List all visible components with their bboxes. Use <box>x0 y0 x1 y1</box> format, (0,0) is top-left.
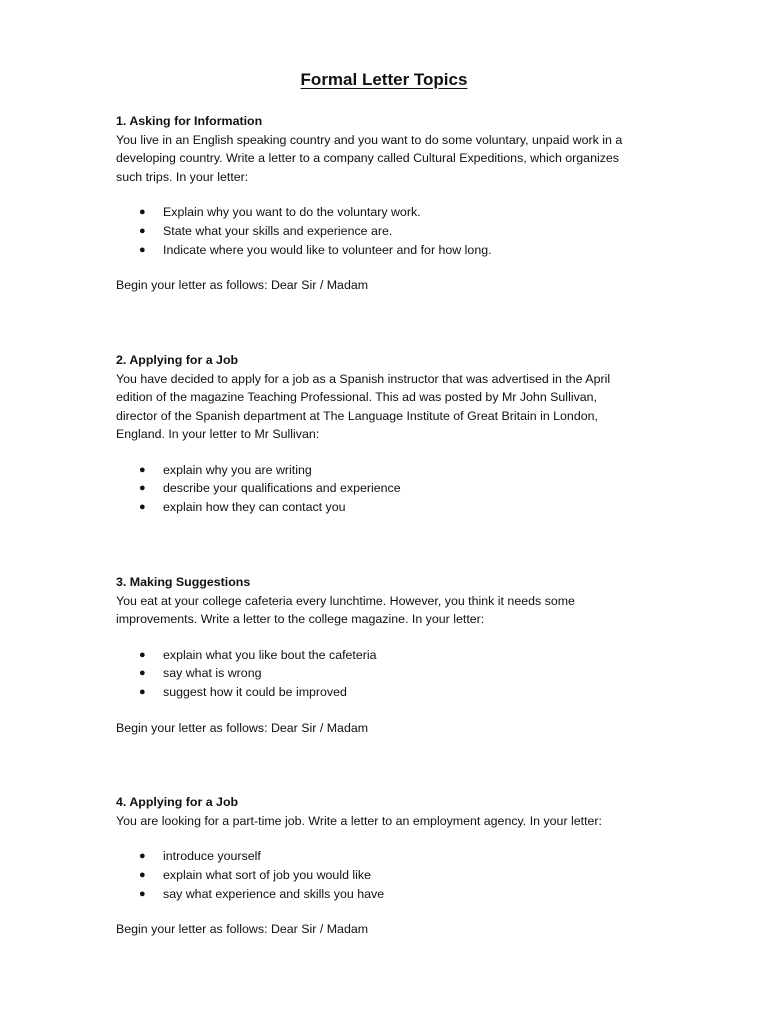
list-item-text: say what is wrong <box>163 666 262 681</box>
list-item-text: say what experience and skills you have <box>163 886 385 901</box>
list-item-text: introduce yourself <box>163 849 261 863</box>
bullet-icon: ● <box>139 648 146 661</box>
bullet-list <box>116 203 661 259</box>
section-text-line: edition of the magazine Teaching Professional. This ad was posted by Mr John Sullivan, <box>116 390 597 404</box>
list-item-text: explain what you like bout the cafeteria <box>163 647 377 662</box>
page-title: Formal Letter Topics <box>300 70 468 89</box>
list-item-text: explain why you are writing <box>163 462 312 477</box>
list-item <box>116 847 661 866</box>
bullet-icon: ● <box>139 850 146 862</box>
list-item <box>116 885 661 904</box>
section-heading: 2. Applying for a Job <box>116 353 239 367</box>
section-text-line: director of the Spanish department at The Language Institute of Great Britain in London, <box>116 408 598 423</box>
bullet-icon: ● <box>139 463 146 476</box>
section-making-suggestions <box>116 573 661 737</box>
list-item-text: suggest how it could be improved <box>163 685 347 700</box>
list-item <box>116 866 661 885</box>
section-applying-for-a-job <box>116 351 661 517</box>
section-applying-for-a-job-2 <box>116 793 661 939</box>
section-text-line: You live in an English speaking country and you want to do some voluntary, unpaid work in a <box>116 132 623 147</box>
section-heading: 3. Making Suggestions <box>116 575 251 589</box>
bullet-icon: ● <box>139 868 146 881</box>
bullet-list <box>116 847 661 903</box>
bullet-list <box>116 646 661 702</box>
list-item-text: State what your skills and experience are. <box>163 223 393 238</box>
bullet-icon: ● <box>139 482 146 495</box>
section-text-line: England. In your letter to Mr Sullivan: <box>116 427 320 441</box>
section-text-line: developing country. Write a letter to a company called Cultural Expeditions, which organizes <box>116 151 619 165</box>
section-text-line: improvements. Write a letter to the college magazine. In your letter: <box>116 612 485 626</box>
list-item <box>116 646 661 665</box>
section-heading: 4. Applying for a Job <box>116 795 239 809</box>
list-item-text: describe your qualifications and experience <box>163 481 401 496</box>
list-item <box>116 479 661 498</box>
list-item-text: explain what sort of job you would like <box>163 867 372 882</box>
list-item <box>116 683 661 702</box>
bullet-icon: ● <box>139 501 146 514</box>
bullet-icon: ● <box>139 887 146 900</box>
bullet-icon: ● <box>139 206 146 218</box>
section-heading: 1. Asking for Information <box>116 114 263 128</box>
list-item <box>116 498 661 517</box>
list-item <box>116 664 661 683</box>
list-item-text: Explain why you want to do the voluntary work. <box>163 205 421 219</box>
list-item <box>116 241 661 260</box>
bullet-icon: ● <box>139 667 146 680</box>
list-item-text: explain how they can contact you <box>163 500 346 515</box>
list-item <box>116 222 661 241</box>
section-text-line: You eat at your college cafeteria every lunchtime. However, you think it needs some <box>116 593 575 608</box>
section-asking-for-information <box>116 112 661 295</box>
begin-letter-note: Begin your letter as follows: Dear Sir / Madam <box>116 720 369 735</box>
bullet-icon: ● <box>139 224 146 237</box>
begin-letter-note: Begin your letter as follows: Dear Sir / Madam <box>116 278 369 293</box>
list-item <box>116 461 661 480</box>
bullet-icon: ● <box>139 243 146 256</box>
bullet-list <box>116 461 661 517</box>
bullet-icon: ● <box>139 686 146 699</box>
list-item <box>116 203 661 222</box>
list-item-text: Indicate where you would like to volunteer and for how long. <box>163 242 492 257</box>
section-text-line: You have decided to apply for a job as a Spanish instructor that was advertised in the April <box>116 371 611 386</box>
begin-letter-note: Begin your letter as follows: Dear Sir / Madam <box>116 922 369 937</box>
section-text-line: such trips. In your letter: <box>116 169 249 184</box>
section-text-line: You are looking for a part-time job. Write a letter to an employment agency. In your letter: <box>116 813 603 828</box>
